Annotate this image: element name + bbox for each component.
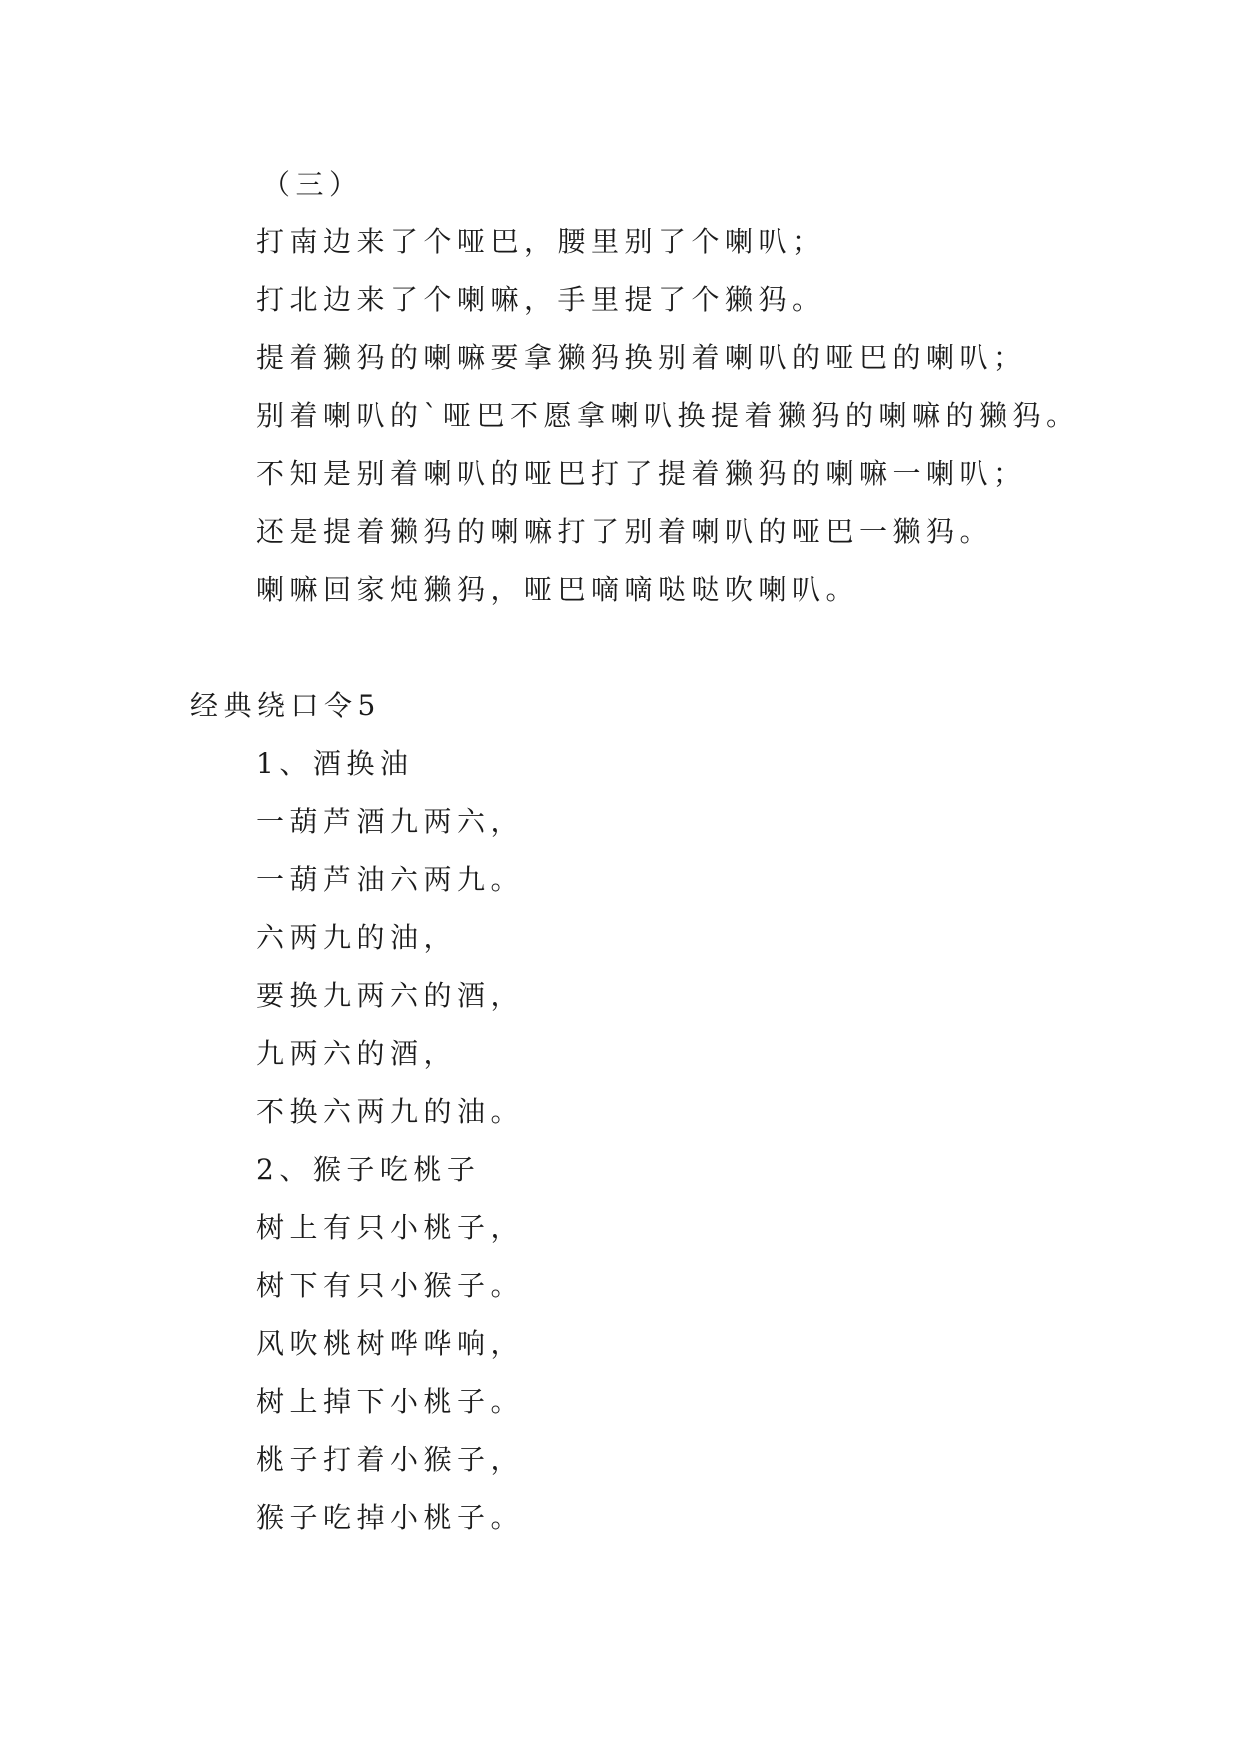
poem-line: 六两九的油， (256, 921, 458, 954)
text-line: 打南边来了个哑巴，腰里别了个喇叭； (256, 225, 826, 258)
text-line: 不知是别着喇叭的哑巴打了提着獭犸的喇嘛一喇叭； (256, 457, 1027, 490)
text-line: 还是提着獭犸的喇嘛打了别着喇叭的哑巴一獭犸。 (256, 515, 994, 548)
text-line: 别着喇叭的`哑巴不愿拿喇叭换提着獭犸的喇嘛的獭犸。 (256, 399, 1080, 432)
poem-line: 九两六的酒， (256, 1037, 458, 1070)
poem-line: 树上有只小桃子， (256, 1211, 525, 1244)
poem-line: 一葫芦酒九两六， (256, 805, 525, 838)
poem-line: 树下有只小猴子。 (256, 1269, 525, 1302)
section-title: 经典绕口令5 (190, 689, 381, 722)
text-line: 喇嘛回家炖獭犸，哑巴嘀嘀哒哒吹喇叭。 (256, 573, 860, 606)
part-heading: （三） (262, 168, 363, 201)
poem-title: 2、猴子吃桃子 (256, 1153, 481, 1186)
poem-line: 不换六两九的油。 (256, 1095, 525, 1128)
poem-line: 一葫芦油六两九。 (256, 863, 525, 896)
poem-line: 树上掉下小桃子。 (256, 1385, 525, 1418)
poem-line: 猴子吃掉小桃子。 (256, 1501, 525, 1534)
poem-line: 风吹桃树哗哗响， (256, 1327, 525, 1360)
text-line: 打北边来了个喇嘛，手里提了个獭犸。 (256, 283, 826, 316)
text-line: 提着獭犸的喇嘛要拿獭犸换别着喇叭的哑巴的喇叭； (256, 341, 1027, 374)
poem-line: 要换九两六的酒， (256, 979, 525, 1012)
poem-title: 1、酒换油 (256, 747, 414, 780)
poem-line: 桃子打着小猴子， (256, 1443, 525, 1476)
